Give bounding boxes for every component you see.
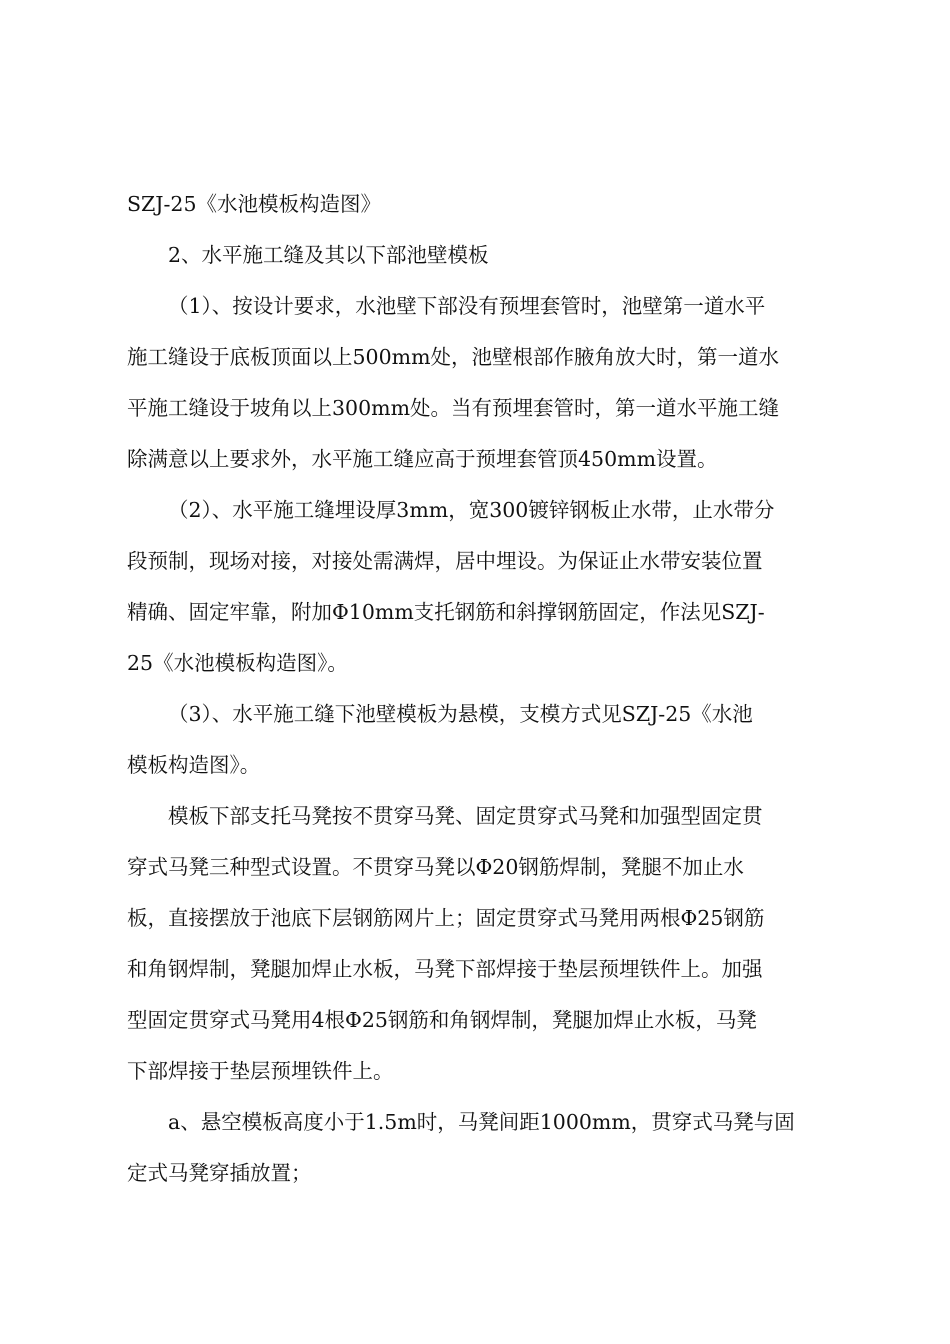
text-line: 定式马凳穿插放置；	[127, 1161, 312, 1185]
text-line: 下部焊接于垫层预埋铁件上。	[127, 1059, 394, 1083]
text-line: 和角钢焊制，凳腿加焊止水板，马凳下部焊接于垫层预埋铁件上。加强	[127, 957, 763, 981]
text-line: （2）、水平施工缝埋设厚3mm，宽300镀锌钢板止水带，止水带分	[168, 498, 775, 522]
text-line: 除满意以上要求外，水平施工缝应高于预埋套管顶450mm设置。	[127, 447, 718, 471]
text-line: a、悬空模板高度小于1.5m时，马凳间距1000mm，贯穿式马凳与固	[168, 1110, 795, 1134]
text-line: 模板构造图》。	[127, 753, 261, 777]
text-line: 平施工缝设于坡角以上300mm处。当有预埋套管时，第一道水平施工缝	[127, 396, 780, 420]
text-line: 精确、固定牢靠，附加Φ10mm支托钢筋和斜撑钢筋固定，作法见SZJ-	[127, 600, 765, 624]
text-line: （3）、水平施工缝下池壁模板为悬模，支模方式见SZJ-25《水池	[168, 702, 753, 726]
text-line: SZJ-25《水池模板构造图》	[127, 192, 382, 216]
text-line: （1）、按设计要求，水池壁下部没有预埋套管时，池壁第一道水平	[168, 294, 766, 318]
text-line: 施工缝设于底板顶面以上500mm处，池壁根部作腋角放大时，第一道水	[127, 345, 780, 369]
text-line: 模板下部支托马凳按不贯穿马凳、固定贯穿式马凳和加强型固定贯	[168, 804, 763, 828]
text-line: 25《水池模板构造图》。	[127, 651, 348, 675]
section-heading: 2、水平施工缝及其以下部池壁模板	[168, 243, 489, 267]
text-line: 穿式马凳三种型式设置。不贯穿马凳以Φ20钢筋焊制，凳腿不加止水	[127, 855, 744, 879]
text-line: 板，直接摆放于池底下层钢筋网片上；固定贯穿式马凳用两根Φ25钢筋	[127, 906, 765, 930]
text-line: 型固定贯穿式马凳用4根Φ25钢筋和角钢焊制，凳腿加焊止水板，马凳	[127, 1008, 757, 1032]
text-line: 段预制，现场对接，对接处需满焊，居中埋设。为保证止水带安装位置	[127, 549, 763, 573]
